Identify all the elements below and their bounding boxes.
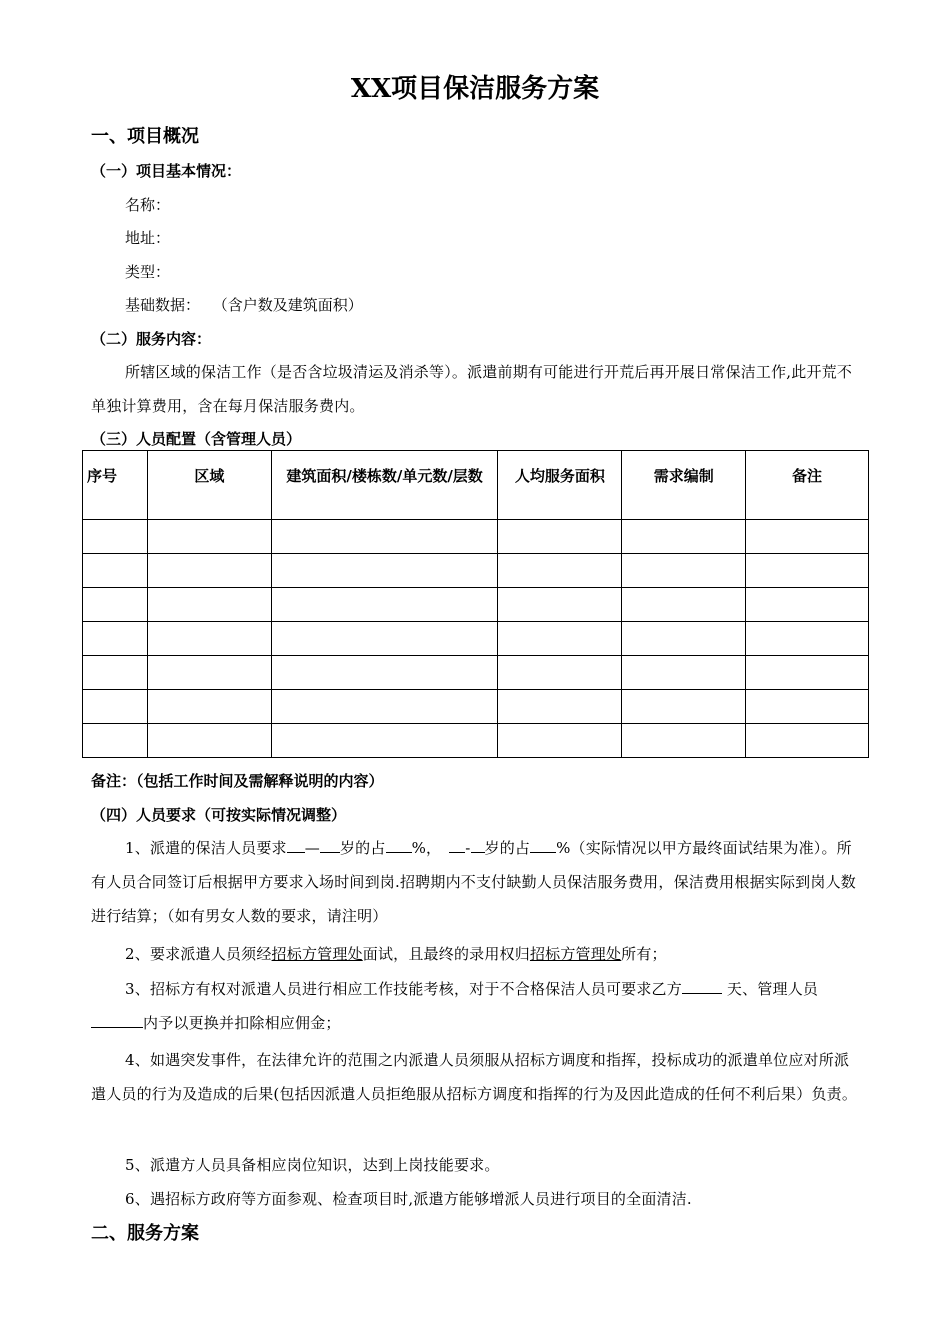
table-cell [83,656,148,690]
table-cell [498,622,622,656]
table-cell [622,622,746,656]
requirement-item-2 [91,937,861,971]
table-cell [83,554,148,588]
table-cell [746,622,869,656]
table-cell [746,554,869,588]
table-cell [83,520,148,554]
item2-text-b: 面试，且最终的录用权归 [362,945,530,963]
table-cell [622,520,746,554]
type-label: 类型： [125,263,171,281]
table-row [83,690,869,724]
table-cell [746,588,869,622]
table-cell [622,724,746,758]
col-header-per-capita-area: 人均服务面积 [498,451,622,520]
table-cell [83,690,148,724]
item1-text-b: 岁的占 [339,839,386,857]
table-row [83,520,869,554]
table-cell [746,690,869,724]
subsection-staff-requirements-heading: （四）人员要求（可按实际情况调整） [91,806,347,824]
table-row [83,588,869,622]
requirement-item-3 [91,972,861,1040]
item1-text-c: %， [411,839,442,857]
table-cell [147,690,271,724]
basic-data-note: （含户数及建筑面积） [212,296,363,314]
staffing-table [82,450,869,758]
item2-underlined-2: 招标方管理处 [529,945,622,963]
section-2-heading: 二、服务方案 [91,1223,199,1244]
basic-data-label: 基础数据： [125,296,201,314]
table-cell [147,656,271,690]
table-cell [271,520,498,554]
table-cell [147,588,271,622]
item2-text-c: 所有； [621,945,667,963]
basic-data-line [125,294,363,315]
table-cell [271,724,498,758]
table-cell [622,656,746,690]
table-cell [746,724,869,758]
requirement-item-5: 5、派遣方人员具备相应岗位知识，达到上岗技能要求。 [125,1156,500,1174]
table-cell [746,520,869,554]
item1-text-a: 1、派遣的保洁人员要求 [125,839,287,857]
subsection-staffing-heading: （三）人员配置（含管理人员） [91,430,302,448]
requirement-item-4: 4、如遇突发事件，在法律允许的范围之内派遣人员须服从招标方调度和指挥，投标成功的派遣单位应对所派遣人员的行为及造成的后果(包括因派遣人员拒绝服从招标方调度和指挥的行为及因此造成的任何不利后果）负责。 [91,1051,858,1103]
address-label: 地址： [125,229,171,247]
table-cell [622,690,746,724]
table-row [83,656,869,690]
table-cell [498,588,622,622]
table-row [83,554,869,588]
table-cell [83,724,148,758]
item3-text-a: 3、招标方有权对派遣人员进行相应工作技能考核，对于不合格保洁人员可要求乙方 [125,980,682,998]
item1-age-dash-1: — [304,839,320,857]
col-header-area: 区域 [147,451,271,520]
table-header-row [83,451,869,520]
table-cell [271,554,498,588]
item2-text-a: 2、要求派遣人员须经 [125,945,272,963]
table-cell [83,588,148,622]
section-1-heading: 一、项目概况 [91,126,199,147]
item2-underlined-1: 招标方管理处 [271,945,363,963]
table-cell [498,554,622,588]
table-cell [498,690,622,724]
document-title: XX项目保洁服务方案 [350,74,600,104]
table-cell [147,622,271,656]
table-cell [271,622,498,656]
subsection-basic-info-heading: （一）项目基本情况： [91,162,242,180]
table-row [83,724,869,758]
subsection-service-content-heading: （二）服务内容： [91,330,212,348]
col-header-required-staff: 需求编制 [622,451,746,520]
item1-text-e: %（实际情况以甲方最终面试结果为准）。所有人员合同签订后根据甲方要求入场时间到岗.招聘期内不支付缺勤人员保洁服务费用，保洁费用根据实际到岗人数进行结算；（如有男女人数的要求，请注明） [91,839,856,925]
table-row [83,622,869,656]
table-cell [147,520,271,554]
table-cell [147,554,271,588]
table-cell [498,656,622,690]
table-cell [271,588,498,622]
table-cell [271,690,498,724]
requirement-item-1 [91,831,861,933]
service-content-paragraph: 所辖区域的保洁工作（是否含垃圾清运及消杀等）。派遣前期有可能进行开荒后再开展日常保洁工作,此开荒不单独计算费用，含在每月保洁服务费内。 [91,363,853,415]
requirement-item-6: 6、遇招标方政府等方面参观、检查项目时,派遣方能够增派人员进行项目的全面清洁. [125,1190,692,1208]
table-cell [147,724,271,758]
col-header-remarks: 备注 [746,451,869,520]
table-cell [271,656,498,690]
table-cell [622,588,746,622]
table-cell [83,622,148,656]
name-label: 名称： [125,196,171,214]
table-remark-note: 备注：（包括工作时间及需解释说明的内容） [91,772,384,790]
col-header-number: 序号 [83,451,148,520]
table-cell [746,656,869,690]
table-cell [622,554,746,588]
table-cell [498,724,622,758]
item1-text-d: 岁的占 [484,839,531,857]
col-header-building-info: 建筑面积/楼栋数/单元数/层数 [271,451,498,520]
table-body [83,520,869,758]
item1-age-dash-2: - [465,839,471,857]
item3-text-c: 内予以更换并扣除相应佣金； [143,1014,341,1032]
table-cell [498,520,622,554]
item3-text-b: 天、管理人员 [721,980,819,998]
